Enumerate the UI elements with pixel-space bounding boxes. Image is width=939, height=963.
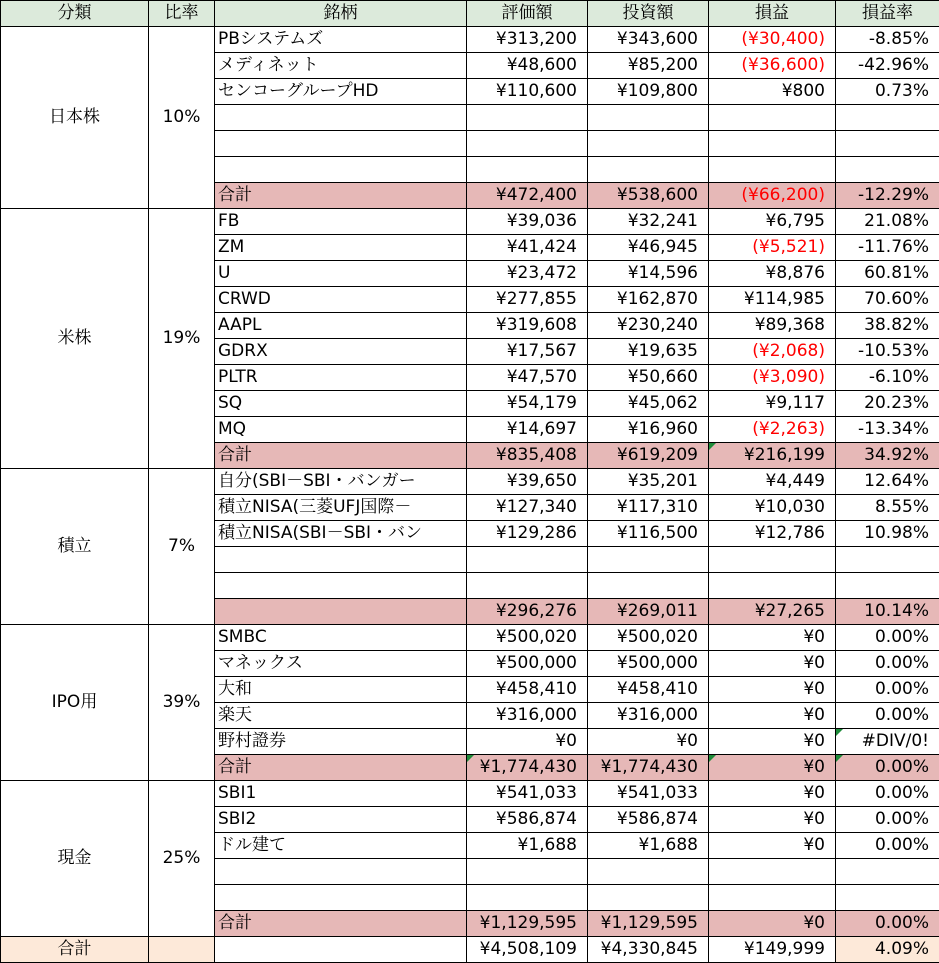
profit-loss-cell[interactable] [709,573,836,599]
grand-total-label-cell[interactable]: 合計 [1,937,149,963]
valuation-cell[interactable]: ¥23,472 [467,261,588,287]
profit-loss-rate-cell[interactable]: #DIV/0! [836,729,939,755]
profit-loss-cell[interactable]: ¥0 [709,625,836,651]
subtotal-profit-loss-cell[interactable]: (¥66,200) [709,183,836,209]
category-cell[interactable]: 日本株 [1,27,149,209]
valuation-cell[interactable] [467,573,588,599]
profit-loss-rate-cell[interactable] [836,131,939,157]
stock-name-cell[interactable]: AAPL [215,313,467,339]
subtotal-valuation-cell[interactable]: ¥296,276 [467,599,588,625]
subtotal-label-cell[interactable]: 合計 [215,755,467,781]
investment-cell[interactable]: ¥1,688 [588,833,709,859]
profit-loss-rate-cell[interactable] [836,105,939,131]
subtotal-investment-cell[interactable]: ¥1,129,595 [588,911,709,937]
header-valuation[interactable]: 評価額 [467,1,588,27]
profit-loss-cell[interactable]: (¥5,521) [709,235,836,261]
header-investment[interactable]: 投資額 [588,1,709,27]
profit-loss-rate-cell[interactable]: 70.60% [836,287,939,313]
table-row [1,781,939,807]
valuation-cell[interactable]: ¥1,688 [467,833,588,859]
subtotal-profit-loss-cell[interactable]: ¥0 [709,911,836,937]
profit-loss-cell[interactable]: (¥30,400) [709,27,836,53]
profit-loss-cell[interactable]: (¥2,263) [709,417,836,443]
subtotal-profit-loss-rate-cell[interactable]: -12.29% [836,183,939,209]
stock-name-cell[interactable]: FB [215,209,467,235]
profit-loss-cell[interactable]: (¥3,090) [709,365,836,391]
valuation-cell[interactable]: ¥277,855 [467,287,588,313]
grand-total-profit-loss-rate-cell[interactable]: 4.09% [836,937,939,963]
grand-total-row [1,937,939,963]
valuation-cell[interactable]: ¥127,340 [467,495,588,521]
category-cell[interactable]: 現金 [1,781,149,937]
category-cell[interactable]: IPO用 [1,625,149,781]
valuation-cell[interactable]: ¥14,697 [467,417,588,443]
stock-name-cell[interactable]: メディネット [215,53,467,79]
header-row [1,1,939,27]
profit-loss-rate-cell[interactable]: 60.81% [836,261,939,287]
profit-loss-cell[interactable]: ¥6,795 [709,209,836,235]
profit-loss-cell[interactable]: ¥0 [709,729,836,755]
investment-cell[interactable]: ¥458,410 [588,677,709,703]
header-category[interactable]: 分類 [1,1,149,27]
stock-name-cell[interactable]: U [215,261,467,287]
subtotal-investment-cell[interactable]: ¥619,209 [588,443,709,469]
profit-loss-rate-cell[interactable]: 38.82% [836,313,939,339]
profit-loss-rate-cell[interactable]: 0.00% [836,625,939,651]
profit-loss-cell[interactable]: (¥2,068) [709,339,836,365]
profit-loss-cell[interactable]: (¥36,600) [709,53,836,79]
profit-loss-rate-cell[interactable]: 10.98% [836,521,939,547]
subtotal-valuation-cell[interactable]: ¥1,129,595 [467,911,588,937]
profit-loss-rate-cell[interactable]: 0.00% [836,807,939,833]
valuation-cell[interactable] [467,105,588,131]
investment-cell[interactable]: ¥500,000 [588,651,709,677]
grand-total-investment-cell[interactable]: ¥4,330,845 [588,937,709,963]
valuation-cell[interactable]: ¥458,410 [467,677,588,703]
profit-loss-cell[interactable] [709,105,836,131]
stock-name-cell[interactable]: GDRX [215,339,467,365]
stock-name-cell[interactable]: 野村證券 [215,729,467,755]
investment-cell[interactable]: ¥32,241 [588,209,709,235]
stock-name-cell[interactable]: ZM [215,235,467,261]
investment-cell[interactable] [588,859,709,885]
profit-loss-cell[interactable]: ¥9,117 [709,391,836,417]
table-row [1,469,939,495]
investment-cell[interactable] [588,105,709,131]
investment-cell[interactable] [588,131,709,157]
stock-name-cell[interactable] [215,859,467,885]
subtotal-profit-loss-rate-cell[interactable]: 34.92% [836,443,939,469]
profit-loss-cell[interactable] [709,859,836,885]
stock-name-cell[interactable]: 大和 [215,677,467,703]
valuation-cell[interactable]: ¥313,200 [467,27,588,53]
investment-cell[interactable] [588,885,709,911]
investment-cell[interactable] [588,157,709,183]
investment-cell[interactable]: ¥541,033 [588,781,709,807]
profit-loss-rate-cell[interactable]: 0.00% [836,703,939,729]
profit-loss-rate-cell[interactable]: 0.00% [836,677,939,703]
grand-total-profit-loss-cell[interactable]: ¥149,999 [709,937,836,963]
subtotal-valuation-cell[interactable]: ¥472,400 [467,183,588,209]
investment-cell[interactable]: ¥500,020 [588,625,709,651]
investment-cell[interactable]: ¥85,200 [588,53,709,79]
investment-cell[interactable]: ¥16,960 [588,417,709,443]
subtotal-investment-cell[interactable]: ¥1,774,430 [588,755,709,781]
stock-name-cell[interactable]: 楽天 [215,703,467,729]
grand-total-ratio-cell[interactable] [149,937,215,963]
subtotal-profit-loss-cell[interactable]: ¥27,265 [709,599,836,625]
profit-loss-rate-cell[interactable] [836,573,939,599]
valuation-cell[interactable]: ¥129,286 [467,521,588,547]
valuation-cell[interactable]: ¥316,000 [467,703,588,729]
profit-loss-rate-cell[interactable]: -13.34% [836,417,939,443]
stock-name-cell[interactable]: SQ [215,391,467,417]
subtotal-profit-loss-rate-cell[interactable]: 0.00% [836,755,939,781]
header-profit-loss[interactable]: 損益 [709,1,836,27]
category-cell[interactable]: 米株 [1,209,149,469]
valuation-cell[interactable] [467,157,588,183]
investment-cell[interactable]: ¥316,000 [588,703,709,729]
profit-loss-rate-cell[interactable]: 0.00% [836,651,939,677]
stock-name-cell[interactable] [215,885,467,911]
profit-loss-cell[interactable] [709,885,836,911]
valuation-cell[interactable] [467,131,588,157]
profit-loss-cell[interactable]: ¥0 [709,651,836,677]
profit-loss-cell[interactable] [709,131,836,157]
valuation-cell[interactable]: ¥47,570 [467,365,588,391]
valuation-cell[interactable]: ¥41,424 [467,235,588,261]
profit-loss-cell[interactable]: ¥89,368 [709,313,836,339]
valuation-cell[interactable] [467,859,588,885]
grand-total-valuation-cell[interactable]: ¥4,508,109 [467,937,588,963]
valuation-cell[interactable]: ¥39,650 [467,469,588,495]
subtotal-profit-loss-cell[interactable]: ¥216,199 [709,443,836,469]
profit-loss-rate-cell[interactable]: -42.96% [836,53,939,79]
investment-cell[interactable]: ¥0 [588,729,709,755]
stock-name-cell[interactable]: マネックス [215,651,467,677]
ratio-cell[interactable]: 25% [149,781,215,937]
investment-cell[interactable]: ¥46,945 [588,235,709,261]
profit-loss-cell[interactable] [709,547,836,573]
profit-loss-cell[interactable]: ¥114,985 [709,287,836,313]
subtotal-label-cell[interactable] [215,599,467,625]
subtotal-label-cell[interactable]: 合計 [215,183,467,209]
profit-loss-cell[interactable]: ¥800 [709,79,836,105]
investment-cell[interactable] [588,547,709,573]
header-stock[interactable]: 銘柄 [215,1,467,27]
investment-cell[interactable]: ¥50,660 [588,365,709,391]
profit-loss-rate-cell[interactable]: 0.00% [836,781,939,807]
profit-loss-rate-cell[interactable]: 20.23% [836,391,939,417]
valuation-cell[interactable]: ¥586,874 [467,807,588,833]
table-row [1,209,939,235]
valuation-cell[interactable] [467,547,588,573]
investment-cell[interactable]: ¥586,874 [588,807,709,833]
stock-name-cell[interactable] [215,573,467,599]
profit-loss-rate-cell[interactable]: -8.85% [836,27,939,53]
stock-name-cell[interactable]: センコーグループHD [215,79,467,105]
profit-loss-cell[interactable]: ¥4,449 [709,469,836,495]
investment-cell[interactable]: ¥162,870 [588,287,709,313]
investment-cell[interactable]: ¥116,500 [588,521,709,547]
subtotal-profit-loss-rate-cell[interactable]: 10.14% [836,599,939,625]
subtotal-profit-loss-rate-cell[interactable]: 0.00% [836,911,939,937]
investment-cell[interactable]: ¥117,310 [588,495,709,521]
valuation-cell[interactable]: ¥319,608 [467,313,588,339]
profit-loss-rate-cell[interactable]: 21.08% [836,209,939,235]
stock-name-cell[interactable]: PLTR [215,365,467,391]
ratio-cell[interactable]: 7% [149,469,215,625]
investment-cell[interactable]: ¥109,800 [588,79,709,105]
profit-loss-cell[interactable]: ¥0 [709,781,836,807]
stock-name-cell[interactable]: 積立NISA(三菱UFJ国際－ [215,495,467,521]
investment-cell[interactable]: ¥343,600 [588,27,709,53]
valuation-cell[interactable]: ¥17,567 [467,339,588,365]
valuation-cell[interactable]: ¥541,033 [467,781,588,807]
header-profit-loss-rate[interactable]: 損益率 [836,1,939,27]
profit-loss-rate-cell[interactable] [836,859,939,885]
stock-name-cell[interactable]: MQ [215,417,467,443]
subtotal-investment-cell[interactable]: ¥538,600 [588,183,709,209]
profit-loss-cell[interactable]: ¥0 [709,807,836,833]
stock-name-cell[interactable] [215,105,467,131]
subtotal-label-cell[interactable]: 合計 [215,911,467,937]
stock-name-cell[interactable] [215,157,467,183]
valuation-cell[interactable]: ¥500,000 [467,651,588,677]
profit-loss-cell[interactable] [709,157,836,183]
profit-loss-cell[interactable]: ¥10,030 [709,495,836,521]
profit-loss-rate-cell[interactable] [836,157,939,183]
profit-loss-rate-cell[interactable]: 8.55% [836,495,939,521]
subtotal-profit-loss-cell[interactable]: ¥0 [709,755,836,781]
profit-loss-rate-cell[interactable]: 0.73% [836,79,939,105]
profit-loss-cell[interactable]: ¥0 [709,703,836,729]
subtotal-investment-cell[interactable]: ¥269,011 [588,599,709,625]
profit-loss-rate-cell[interactable]: -11.76% [836,235,939,261]
valuation-cell[interactable]: ¥39,036 [467,209,588,235]
table-row [1,625,939,651]
investment-cell[interactable]: ¥35,201 [588,469,709,495]
valuation-cell[interactable] [467,885,588,911]
profit-loss-rate-cell[interactable] [836,885,939,911]
stock-name-cell[interactable]: CRWD [215,287,467,313]
profit-loss-cell[interactable]: ¥0 [709,677,836,703]
subtotal-valuation-cell[interactable]: ¥1,774,430 [467,755,588,781]
stock-name-cell[interactable] [215,131,467,157]
ratio-cell[interactable]: 39% [149,625,215,781]
investment-cell[interactable]: ¥14,596 [588,261,709,287]
grand-total-name-cell[interactable] [215,937,467,963]
header-ratio[interactable]: 比率 [149,1,215,27]
profit-loss-rate-cell[interactable] [836,547,939,573]
profit-loss-rate-cell[interactable]: -6.10% [836,365,939,391]
investment-cell[interactable]: ¥230,240 [588,313,709,339]
profit-loss-rate-cell[interactable]: -10.53% [836,339,939,365]
stock-name-cell[interactable]: SBI2 [215,807,467,833]
ratio-cell[interactable]: 10% [149,27,215,209]
valuation-cell[interactable]: ¥0 [467,729,588,755]
stock-name-cell[interactable]: PBシステムズ [215,27,467,53]
ratio-cell[interactable]: 19% [149,209,215,469]
valuation-cell[interactable]: ¥54,179 [467,391,588,417]
stock-name-cell[interactable]: 積立NISA(SBI－SBI・バン [215,521,467,547]
valuation-cell[interactable]: ¥500,020 [467,625,588,651]
investment-cell[interactable]: ¥45,062 [588,391,709,417]
subtotal-valuation-cell[interactable]: ¥835,408 [467,443,588,469]
stock-name-cell[interactable]: SMBC [215,625,467,651]
stock-name-cell[interactable]: ドル建て [215,833,467,859]
profit-loss-cell[interactable]: ¥12,786 [709,521,836,547]
profit-loss-cell[interactable]: ¥0 [709,833,836,859]
investment-cell[interactable] [588,573,709,599]
valuation-cell[interactable]: ¥110,600 [467,79,588,105]
profit-loss-cell[interactable]: ¥8,876 [709,261,836,287]
stock-name-cell[interactable] [215,547,467,573]
category-cell[interactable]: 積立 [1,469,149,625]
valuation-cell[interactable]: ¥48,600 [467,53,588,79]
stock-name-cell[interactable]: SBI1 [215,781,467,807]
profit-loss-rate-cell[interactable]: 12.64% [836,469,939,495]
investment-cell[interactable]: ¥19,635 [588,339,709,365]
stock-name-cell[interactable]: 自分(SBI－SBI・バンガー [215,469,467,495]
profit-loss-rate-cell[interactable]: 0.00% [836,833,939,859]
table-row [1,27,939,53]
subtotal-label-cell[interactable]: 合計 [215,443,467,469]
